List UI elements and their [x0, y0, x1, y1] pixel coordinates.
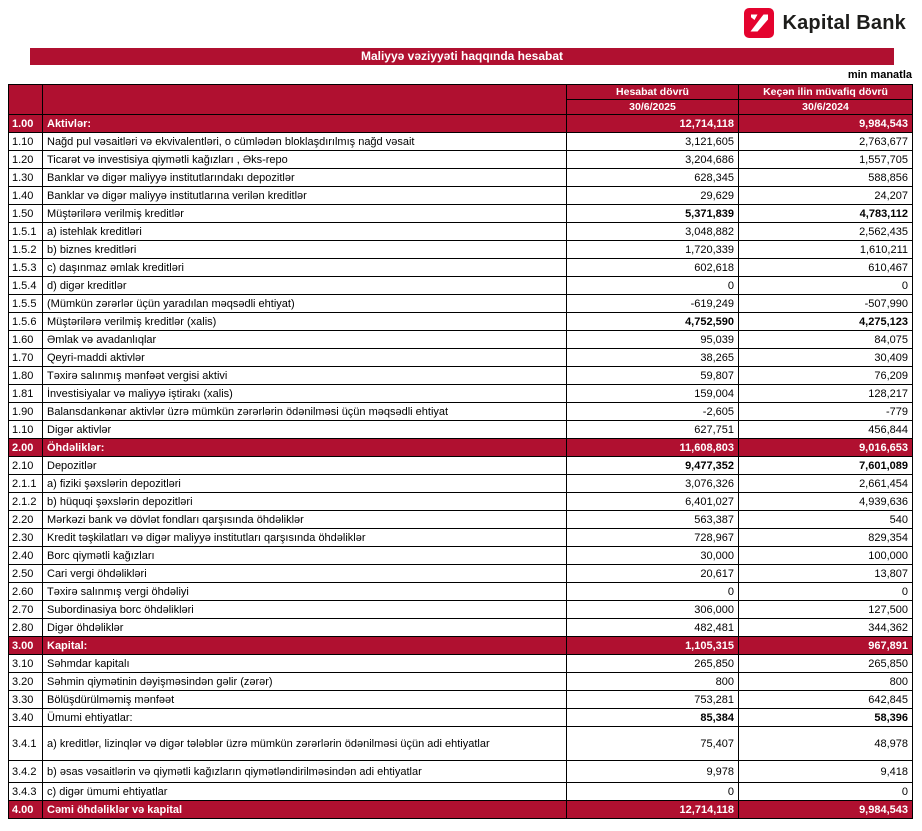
table-row — [9, 493, 913, 511]
row-name: Öhdəliklər: — [43, 439, 567, 457]
row-name: b) əsas vəsaitlərin və qiymətli kağızların qiymətləndirilməsindən adi ehtiyatlar — [43, 761, 567, 783]
table-row — [9, 169, 913, 187]
row-code: 1.00 — [9, 115, 43, 133]
row-name: Ümumi ehtiyatlar: — [43, 709, 567, 727]
value-previous: 265,850 — [739, 655, 913, 673]
row-name: b) hüquqi şəxslərin depozitləri — [43, 493, 567, 511]
row-code: 2.00 — [9, 439, 43, 457]
table-row — [9, 457, 913, 475]
row-name: Təxirə salınmış vergi öhdəliyi — [43, 583, 567, 601]
row-name: Səhmdar kapitalı — [43, 655, 567, 673]
table-row — [9, 783, 913, 801]
value-current: 9,477,352 — [567, 457, 739, 475]
value-previous: 1,557,705 — [739, 151, 913, 169]
table-row — [9, 115, 913, 133]
row-code: 1.10 — [9, 421, 43, 439]
col-header-current-period: Hesabat dövrü — [567, 85, 739, 100]
value-previous: 0 — [739, 277, 913, 295]
row-name: Digər öhdəliklər — [43, 619, 567, 637]
table-row — [9, 349, 913, 367]
table-body — [9, 115, 913, 819]
header-row-periods — [9, 85, 913, 100]
row-name: Mərkəzi bank və dövlət fondları qarşısında öhdəliklər — [43, 511, 567, 529]
value-current: 0 — [567, 583, 739, 601]
value-previous: 48,978 — [739, 727, 913, 761]
row-code: 1.5.5 — [9, 295, 43, 313]
value-current: 602,618 — [567, 259, 739, 277]
value-current: 11,608,803 — [567, 439, 739, 457]
value-previous: -779 — [739, 403, 913, 421]
value-current: 75,407 — [567, 727, 739, 761]
financial-position-table — [8, 84, 913, 819]
table-header — [9, 85, 913, 115]
row-name: Cari vergi öhdəlikləri — [43, 565, 567, 583]
row-name: Banklar və digər maliyyə institutlarına verilən kreditlər — [43, 187, 567, 205]
table-row — [9, 241, 913, 259]
value-current: 5,371,839 — [567, 205, 739, 223]
table-row — [9, 547, 913, 565]
table-row — [9, 565, 913, 583]
value-previous: 456,844 — [739, 421, 913, 439]
row-code: 1.50 — [9, 205, 43, 223]
value-current: 30,000 — [567, 547, 739, 565]
row-code: 2.70 — [9, 601, 43, 619]
row-code: 1.5.2 — [9, 241, 43, 259]
row-code: 1.60 — [9, 331, 43, 349]
row-name: c) digər ümumi ehtiyatlar — [43, 783, 567, 801]
unit-note: min manatla — [847, 69, 912, 81]
value-current: 563,387 — [567, 511, 739, 529]
row-name: d) digər kreditlər — [43, 277, 567, 295]
value-current: 627,751 — [567, 421, 739, 439]
row-name: Müştərilərə verilmiş kreditlər — [43, 205, 567, 223]
row-code: 1.90 — [9, 403, 43, 421]
value-current: -619,249 — [567, 295, 739, 313]
row-code: 3.20 — [9, 673, 43, 691]
row-code: 3.00 — [9, 637, 43, 655]
value-previous: 642,845 — [739, 691, 913, 709]
value-previous: 76,209 — [739, 367, 913, 385]
value-previous: 800 — [739, 673, 913, 691]
row-name: Depozitlər — [43, 457, 567, 475]
row-name: Səhmin qiymətinin dəyişməsindən gəlir (zərər) — [43, 673, 567, 691]
row-name: Müştərilərə verilmiş kreditlər (xalis) — [43, 313, 567, 331]
row-name: a) istehlak kreditləri — [43, 223, 567, 241]
table-row — [9, 385, 913, 403]
table-row — [9, 655, 913, 673]
table-row — [9, 801, 913, 819]
kapital-bank-logo-icon — [744, 8, 774, 38]
value-current: 728,967 — [567, 529, 739, 547]
value-current: 12,714,118 — [567, 115, 739, 133]
value-current: 85,384 — [567, 709, 739, 727]
table-row — [9, 403, 913, 421]
value-previous: 4,275,123 — [739, 313, 913, 331]
value-current: 265,850 — [567, 655, 739, 673]
table-row — [9, 529, 913, 547]
row-code: 1.20 — [9, 151, 43, 169]
row-code: 3.4.1 — [9, 727, 43, 761]
row-code: 1.81 — [9, 385, 43, 403]
row-name: İnvestisiyalar və maliyyə iştirakı (xalis) — [43, 385, 567, 403]
row-code: 1.5.4 — [9, 277, 43, 295]
value-previous: 9,984,543 — [739, 115, 913, 133]
value-current: 4,752,590 — [567, 313, 739, 331]
value-previous: 540 — [739, 511, 913, 529]
row-code: 2.20 — [9, 511, 43, 529]
row-name: Kredit təşkilatları və digər maliyyə institutları qarşısında öhdəliklər — [43, 529, 567, 547]
value-current: 0 — [567, 277, 739, 295]
row-name: Borc qiymətli kağızları — [43, 547, 567, 565]
row-code: 2.40 — [9, 547, 43, 565]
row-code: 4.00 — [9, 801, 43, 819]
table-row — [9, 673, 913, 691]
row-code: 2.60 — [9, 583, 43, 601]
value-previous: 7,601,089 — [739, 457, 913, 475]
value-current: 20,617 — [567, 565, 739, 583]
table-row — [9, 761, 913, 783]
table-row — [9, 421, 913, 439]
row-code: 3.30 — [9, 691, 43, 709]
value-current: 9,978 — [567, 761, 739, 783]
value-current: 12,714,118 — [567, 801, 739, 819]
table-row — [9, 511, 913, 529]
value-current: 0 — [567, 783, 739, 801]
table-row — [9, 583, 913, 601]
value-current: -2,605 — [567, 403, 739, 421]
row-code: 3.10 — [9, 655, 43, 673]
table-row — [9, 295, 913, 313]
table-row — [9, 601, 913, 619]
table-row — [9, 151, 913, 169]
value-current: 628,345 — [567, 169, 739, 187]
value-previous: 128,217 — [739, 385, 913, 403]
value-previous: 9,016,653 — [739, 439, 913, 457]
value-current: 306,000 — [567, 601, 739, 619]
row-name: Təxirə salınmış mənfəət vergisi aktivi — [43, 367, 567, 385]
row-name: a) kreditlər, lizinqlər və digər tələblər üzrə mümkün zərərlərin ödənilməsi üçün adi ehtiyatlar — [43, 727, 567, 761]
value-current: 3,048,882 — [567, 223, 739, 241]
row-code: 2.30 — [9, 529, 43, 547]
row-name: Kapital: — [43, 637, 567, 655]
value-current: 59,807 — [567, 367, 739, 385]
value-current: 1,105,315 — [567, 637, 739, 655]
col-header-name — [43, 85, 567, 115]
value-previous: 4,783,112 — [739, 205, 913, 223]
row-code: 2.50 — [9, 565, 43, 583]
row-code: 2.10 — [9, 457, 43, 475]
value-previous: 127,500 — [739, 601, 913, 619]
value-previous: 829,354 — [739, 529, 913, 547]
row-name: (Mümkün zərərlər üçün yaradılan məqsədli ehtiyat) — [43, 295, 567, 313]
col-header-previous-date: 30/6/2024 — [739, 100, 913, 115]
value-current: 800 — [567, 673, 739, 691]
value-previous: 967,891 — [739, 637, 913, 655]
table-row — [9, 259, 913, 277]
value-current: 3,121,605 — [567, 133, 739, 151]
value-previous: -507,990 — [739, 295, 913, 313]
value-previous: 588,856 — [739, 169, 913, 187]
row-code: 1.80 — [9, 367, 43, 385]
value-current: 753,281 — [567, 691, 739, 709]
value-previous: 0 — [739, 583, 913, 601]
value-current: 3,076,326 — [567, 475, 739, 493]
row-code: 1.5.3 — [9, 259, 43, 277]
col-header-previous-period: Keçən ilin müvafiq dövrü — [739, 85, 913, 100]
brand-name: Kapital Bank — [782, 11, 906, 34]
table-row — [9, 691, 913, 709]
value-previous: 0 — [739, 783, 913, 801]
value-current: 95,039 — [567, 331, 739, 349]
row-name: Nağd pul vəsaitləri və ekvivalentləri, o cümlədən bloklaşdırılmış nağd vəsait — [43, 133, 567, 151]
row-name: a) fiziki şəxslərin depozitləri — [43, 475, 567, 493]
row-name: b) biznes kreditləri — [43, 241, 567, 259]
table-row — [9, 133, 913, 151]
value-previous: 13,807 — [739, 565, 913, 583]
row-name: Balansdankənar aktivlər üzrə mümkün zərərlərin ödənilməsi üçün məqsədli ehtiyat — [43, 403, 567, 421]
row-name: Banklar və digər maliyyə institutlarındakı depozitlər — [43, 169, 567, 187]
value-previous: 2,763,677 — [739, 133, 913, 151]
row-name: Cəmi öhdəliklər və kapital — [43, 801, 567, 819]
row-name: Ticarət və investisiya qiymətli kağızları , Əks-repo — [43, 151, 567, 169]
row-name: Əmlak və avadanlıqlar — [43, 331, 567, 349]
kapital-bank-logo — [744, 7, 906, 39]
table-row — [9, 475, 913, 493]
table-row — [9, 439, 913, 457]
row-code: 1.30 — [9, 169, 43, 187]
table-row — [9, 313, 913, 331]
value-current: 38,265 — [567, 349, 739, 367]
value-previous: 2,661,454 — [739, 475, 913, 493]
row-code: 1.5.1 — [9, 223, 43, 241]
row-code: 1.70 — [9, 349, 43, 367]
value-previous: 2,562,435 — [739, 223, 913, 241]
row-code: 2.1.1 — [9, 475, 43, 493]
row-name: Qeyri-maddi aktivlər — [43, 349, 567, 367]
col-header-code — [9, 85, 43, 115]
row-code: 3.4.2 — [9, 761, 43, 783]
table-row — [9, 223, 913, 241]
value-current: 1,720,339 — [567, 241, 739, 259]
row-name: Bölüşdürülməmiş mənfəət — [43, 691, 567, 709]
row-name: Aktivlər: — [43, 115, 567, 133]
value-previous: 344,362 — [739, 619, 913, 637]
table-row — [9, 331, 913, 349]
value-current: 6,401,027 — [567, 493, 739, 511]
row-code: 1.5.6 — [9, 313, 43, 331]
row-code: 2.1.2 — [9, 493, 43, 511]
value-previous: 58,396 — [739, 709, 913, 727]
table-row — [9, 637, 913, 655]
report-title: Maliyyə vəziyyəti haqqında hesabat — [30, 48, 894, 65]
table-row — [9, 709, 913, 727]
col-header-current-date: 30/6/2025 — [567, 100, 739, 115]
value-previous: 24,207 — [739, 187, 913, 205]
table-row — [9, 277, 913, 295]
value-previous: 84,075 — [739, 331, 913, 349]
value-previous: 1,610,211 — [739, 241, 913, 259]
row-code: 2.80 — [9, 619, 43, 637]
row-code: 3.40 — [9, 709, 43, 727]
value-current: 482,481 — [567, 619, 739, 637]
value-previous: 610,467 — [739, 259, 913, 277]
row-name: c) daşınmaz əmlak kreditləri — [43, 259, 567, 277]
value-current: 159,004 — [567, 385, 739, 403]
table-row — [9, 727, 913, 761]
value-previous: 100,000 — [739, 547, 913, 565]
row-code: 1.10 — [9, 133, 43, 151]
value-previous: 9,984,543 — [739, 801, 913, 819]
row-name: Digər aktivlər — [43, 421, 567, 439]
table-row — [9, 187, 913, 205]
table-row — [9, 619, 913, 637]
table-row — [9, 205, 913, 223]
row-name: Subordinasiya borc öhdəlikləri — [43, 601, 567, 619]
row-code: 1.40 — [9, 187, 43, 205]
value-previous: 9,418 — [739, 761, 913, 783]
table-row — [9, 367, 913, 385]
row-code: 3.4.3 — [9, 783, 43, 801]
value-previous: 4,939,636 — [739, 493, 913, 511]
value-current: 29,629 — [567, 187, 739, 205]
value-current: 3,204,686 — [567, 151, 739, 169]
value-previous: 30,409 — [739, 349, 913, 367]
